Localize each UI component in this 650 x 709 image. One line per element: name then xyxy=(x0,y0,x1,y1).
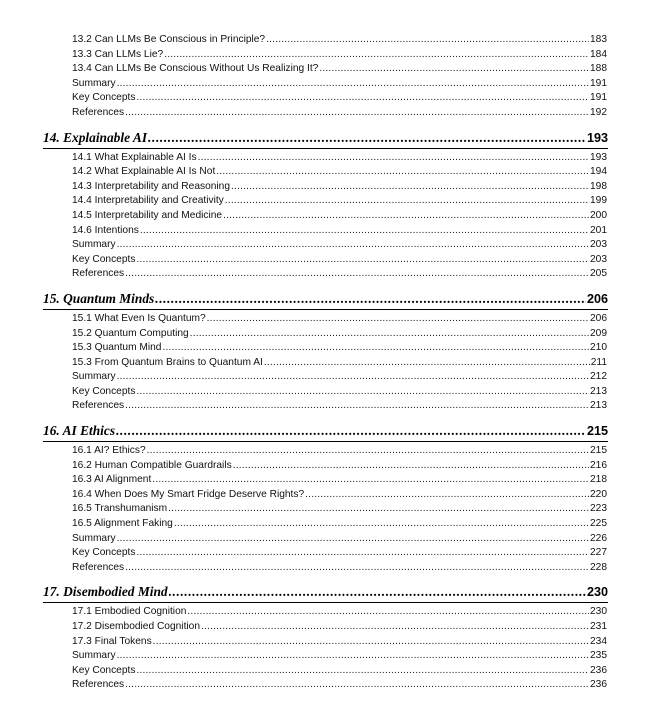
toc-entry[interactable] xyxy=(72,77,607,92)
chapter-heading[interactable] xyxy=(43,128,608,149)
toc-entry-title: Key Concepts xyxy=(72,385,136,397)
dot-leader xyxy=(136,546,589,561)
chapter-title: 17. Disembodied Mind xyxy=(43,584,168,600)
toc-entry[interactable] xyxy=(72,224,607,239)
chapter-heading[interactable] xyxy=(43,421,608,442)
toc-entry[interactable] xyxy=(72,561,607,576)
toc-entry-page: 199 xyxy=(590,195,607,207)
toc-entry-title: References xyxy=(72,268,125,280)
toc-entry-title: 14.4 Interpretability and Creativity xyxy=(72,195,224,207)
dot-leader xyxy=(223,209,589,224)
toc-entry-title: Key Concepts xyxy=(72,92,136,104)
dot-leader xyxy=(162,341,589,356)
toc-entry-page: 192 xyxy=(590,106,607,118)
chapter-title: 15. Quantum Minds xyxy=(43,290,155,306)
chapter-page: 215 xyxy=(586,424,608,439)
toc-entry[interactable] xyxy=(72,238,607,253)
toc-entry-page: 235 xyxy=(590,650,607,662)
dot-leader xyxy=(169,582,586,602)
toc-entry[interactable] xyxy=(72,165,607,180)
toc-entry-page: 226 xyxy=(590,532,607,544)
dot-leader xyxy=(264,356,590,371)
toc-entry[interactable] xyxy=(72,209,607,224)
toc-entry-page: 215 xyxy=(590,445,607,457)
toc-entry[interactable] xyxy=(72,33,607,48)
dot-leader xyxy=(207,312,589,327)
toc-entry-page: 203 xyxy=(590,253,607,265)
toc-entry-title: Key Concepts xyxy=(72,253,136,265)
dot-leader xyxy=(136,385,589,400)
toc-entry-page: 220 xyxy=(590,488,607,500)
dot-leader xyxy=(125,399,589,414)
toc-entry-page: 212 xyxy=(590,371,607,383)
toc-entry[interactable] xyxy=(72,180,607,195)
table-of-contents xyxy=(0,33,650,693)
toc-entry-page: 209 xyxy=(590,327,607,339)
dot-leader xyxy=(168,502,589,517)
toc-entry[interactable] xyxy=(72,62,607,77)
toc-chapter-14 xyxy=(0,128,650,282)
dot-leader xyxy=(305,488,589,503)
toc-entry-page: 225 xyxy=(590,518,607,530)
toc-entry-page: 206 xyxy=(590,312,607,324)
toc-entry[interactable] xyxy=(72,341,607,356)
chapter-page: 230 xyxy=(586,585,608,600)
toc-entry-title: 16.3 AI Alignment xyxy=(72,474,152,486)
dot-leader xyxy=(231,180,589,195)
dot-leader xyxy=(117,238,589,253)
toc-entry-page: 231 xyxy=(590,621,607,632)
toc-entry-page: 194 xyxy=(590,166,607,178)
dot-leader xyxy=(117,532,589,547)
toc-entry-title: References xyxy=(72,561,125,573)
chapter-title: 14. Explainable AI xyxy=(43,129,148,145)
dot-leader xyxy=(125,106,589,121)
dot-leader xyxy=(136,664,589,679)
toc-entry-page: 218 xyxy=(590,474,607,486)
toc-entry-page: 211 xyxy=(590,356,607,368)
toc-entry-page: 213 xyxy=(590,400,607,412)
dot-leader xyxy=(153,635,589,650)
toc-entry-page: 201 xyxy=(590,224,607,236)
toc-entry-page: 191 xyxy=(590,92,607,104)
toc-entry-page: 223 xyxy=(590,503,607,515)
dot-leader xyxy=(190,327,589,342)
toc-entry-title: 14.1 What Explainable AI Is xyxy=(72,151,197,163)
dot-leader xyxy=(117,370,589,385)
toc-entry[interactable] xyxy=(72,312,607,327)
toc-entry-page: 188 xyxy=(590,63,607,75)
dot-leader xyxy=(174,517,589,532)
toc-entry-page: 236 xyxy=(590,679,607,691)
toc-entry-title: Summary xyxy=(72,650,116,662)
toc-entry[interactable] xyxy=(72,106,607,121)
dot-leader xyxy=(136,91,589,106)
toc-entry[interactable] xyxy=(72,399,607,414)
toc-entry[interactable] xyxy=(72,678,607,693)
dot-leader xyxy=(125,267,589,282)
toc-entry-page: 236 xyxy=(590,664,607,676)
dot-leader xyxy=(187,605,589,620)
toc-entry-title: 15.3 From Quantum Brains to Quantum AI xyxy=(72,356,263,368)
toc-entry[interactable] xyxy=(72,488,607,503)
toc-entry-page: 200 xyxy=(590,209,607,221)
toc-entry-title: 16.5 Transhumanism xyxy=(72,503,168,515)
toc-entry[interactable] xyxy=(72,502,607,517)
toc-entry-title: References xyxy=(72,400,125,412)
toc-entry[interactable] xyxy=(72,635,607,650)
toc-entry-page: 198 xyxy=(590,180,607,192)
toc-entry-page: 183 xyxy=(590,34,607,45)
toc-entry[interactable] xyxy=(72,385,607,400)
dot-leader xyxy=(148,128,586,148)
dot-leader xyxy=(147,444,589,459)
toc-entry-page: 210 xyxy=(590,342,607,354)
toc-entry[interactable] xyxy=(72,267,607,282)
toc-entry[interactable] xyxy=(72,620,607,635)
chapter-page: 193 xyxy=(586,130,608,145)
toc-entry-title: 16.5 Alignment Faking xyxy=(72,518,173,530)
dot-leader xyxy=(136,253,589,268)
toc-entry-page: 203 xyxy=(590,239,607,251)
toc-entry[interactable] xyxy=(72,605,607,620)
dot-leader xyxy=(125,678,589,693)
toc-entry-page: 216 xyxy=(590,459,607,471)
toc-entry-title: References xyxy=(72,679,125,691)
dot-leader xyxy=(152,473,589,488)
toc-entry-title: Key Concepts xyxy=(72,547,136,559)
toc-entry-title: Key Concepts xyxy=(72,664,136,676)
toc-entry[interactable] xyxy=(72,444,607,459)
dot-leader xyxy=(164,48,589,63)
toc-entry[interactable] xyxy=(72,473,607,488)
toc-entry-title: Summary xyxy=(72,371,116,383)
toc-entry-page: 213 xyxy=(590,385,607,397)
toc-entry-title: 14.3 Interpretability and Reasoning xyxy=(72,180,231,192)
dot-leader xyxy=(319,62,589,77)
toc-entry-page: 234 xyxy=(590,635,607,647)
toc-entry[interactable] xyxy=(72,327,607,342)
dot-leader xyxy=(266,33,589,48)
toc-entry[interactable] xyxy=(72,253,607,268)
toc-entry-title: 15.3 Quantum Mind xyxy=(72,342,162,354)
toc-entry-title: 14.2 What Explainable AI Is Not xyxy=(72,166,216,178)
toc-entry-page: 205 xyxy=(590,268,607,280)
toc-entry-page: 230 xyxy=(590,606,607,618)
toc-entry[interactable] xyxy=(72,532,607,547)
toc-entry-page: 184 xyxy=(590,48,607,60)
toc-entry[interactable] xyxy=(72,194,607,209)
toc-entry[interactable] xyxy=(72,664,607,679)
dot-leader xyxy=(117,649,589,664)
toc-chapter-16 xyxy=(0,421,650,575)
toc-entry-title: 17.1 Embodied Cognition xyxy=(72,606,187,618)
chapter-heading[interactable] xyxy=(43,582,608,603)
toc-entry[interactable] xyxy=(72,91,607,106)
toc-entry-title: Summary xyxy=(72,532,116,544)
toc-entry-title: 14.5 Interpretability and Medicine xyxy=(72,209,223,221)
toc-chapter-15 xyxy=(0,289,650,414)
toc-entry-page: 227 xyxy=(590,547,607,559)
dot-leader xyxy=(201,620,589,635)
toc-entry[interactable] xyxy=(72,546,607,561)
dot-leader xyxy=(116,421,586,441)
toc-entry-title: 13.2 Can LLMs Be Conscious in Principle? xyxy=(72,34,266,45)
toc-entry-page: 193 xyxy=(590,151,607,163)
toc-entry-title: 17.3 Final Tokens xyxy=(72,635,152,647)
dot-leader xyxy=(117,77,589,92)
toc-entry[interactable] xyxy=(72,356,607,371)
toc-entry-title: 15.2 Quantum Computing xyxy=(72,327,189,339)
toc-entry-title: 14.6 Intentions xyxy=(72,224,139,236)
dot-leader xyxy=(125,561,589,576)
toc-entry-title: Summary xyxy=(72,239,116,251)
toc-entry[interactable] xyxy=(72,370,607,385)
toc-entry-title: References xyxy=(72,106,125,118)
toc-chapter-17 xyxy=(0,582,650,693)
toc-entry[interactable] xyxy=(72,459,607,474)
toc-entry-title: 17.2 Disembodied Cognition xyxy=(72,621,200,632)
dot-leader xyxy=(140,224,589,239)
toc-entry[interactable] xyxy=(72,151,607,166)
toc-entry[interactable] xyxy=(72,649,607,664)
chapter-page: 206 xyxy=(586,291,608,306)
toc-entry-title: 13.3 Can LLMs Lie? xyxy=(72,48,164,60)
toc-entry[interactable] xyxy=(72,517,607,532)
dot-leader xyxy=(233,459,589,474)
chapter-title: 16. AI Ethics xyxy=(43,423,116,439)
toc-entry-title: 16.4 When Does My Smart Fridge Deserve Rights? xyxy=(72,488,305,500)
toc-entry[interactable] xyxy=(72,48,607,63)
dot-leader xyxy=(155,289,586,309)
toc-entry-title: 16.1 AI? Ethics? xyxy=(72,445,146,457)
toc-entry-title: Summary xyxy=(72,77,116,89)
toc-entry-title: 16.2 Human Compatible Guardrails xyxy=(72,459,232,471)
chapter-heading[interactable] xyxy=(43,289,608,310)
toc-section-chapter-13-tail xyxy=(0,33,650,121)
toc-entry-title: 15.1 What Even Is Quantum? xyxy=(72,312,206,324)
dot-leader xyxy=(225,194,589,209)
toc-entry-page: 191 xyxy=(590,77,607,89)
dot-leader xyxy=(216,165,589,180)
toc-entry-title: 13.4 Can LLMs Be Conscious Without Us Realizing It? xyxy=(72,63,319,75)
toc-entry-page: 228 xyxy=(590,561,607,573)
dot-leader xyxy=(198,151,589,166)
